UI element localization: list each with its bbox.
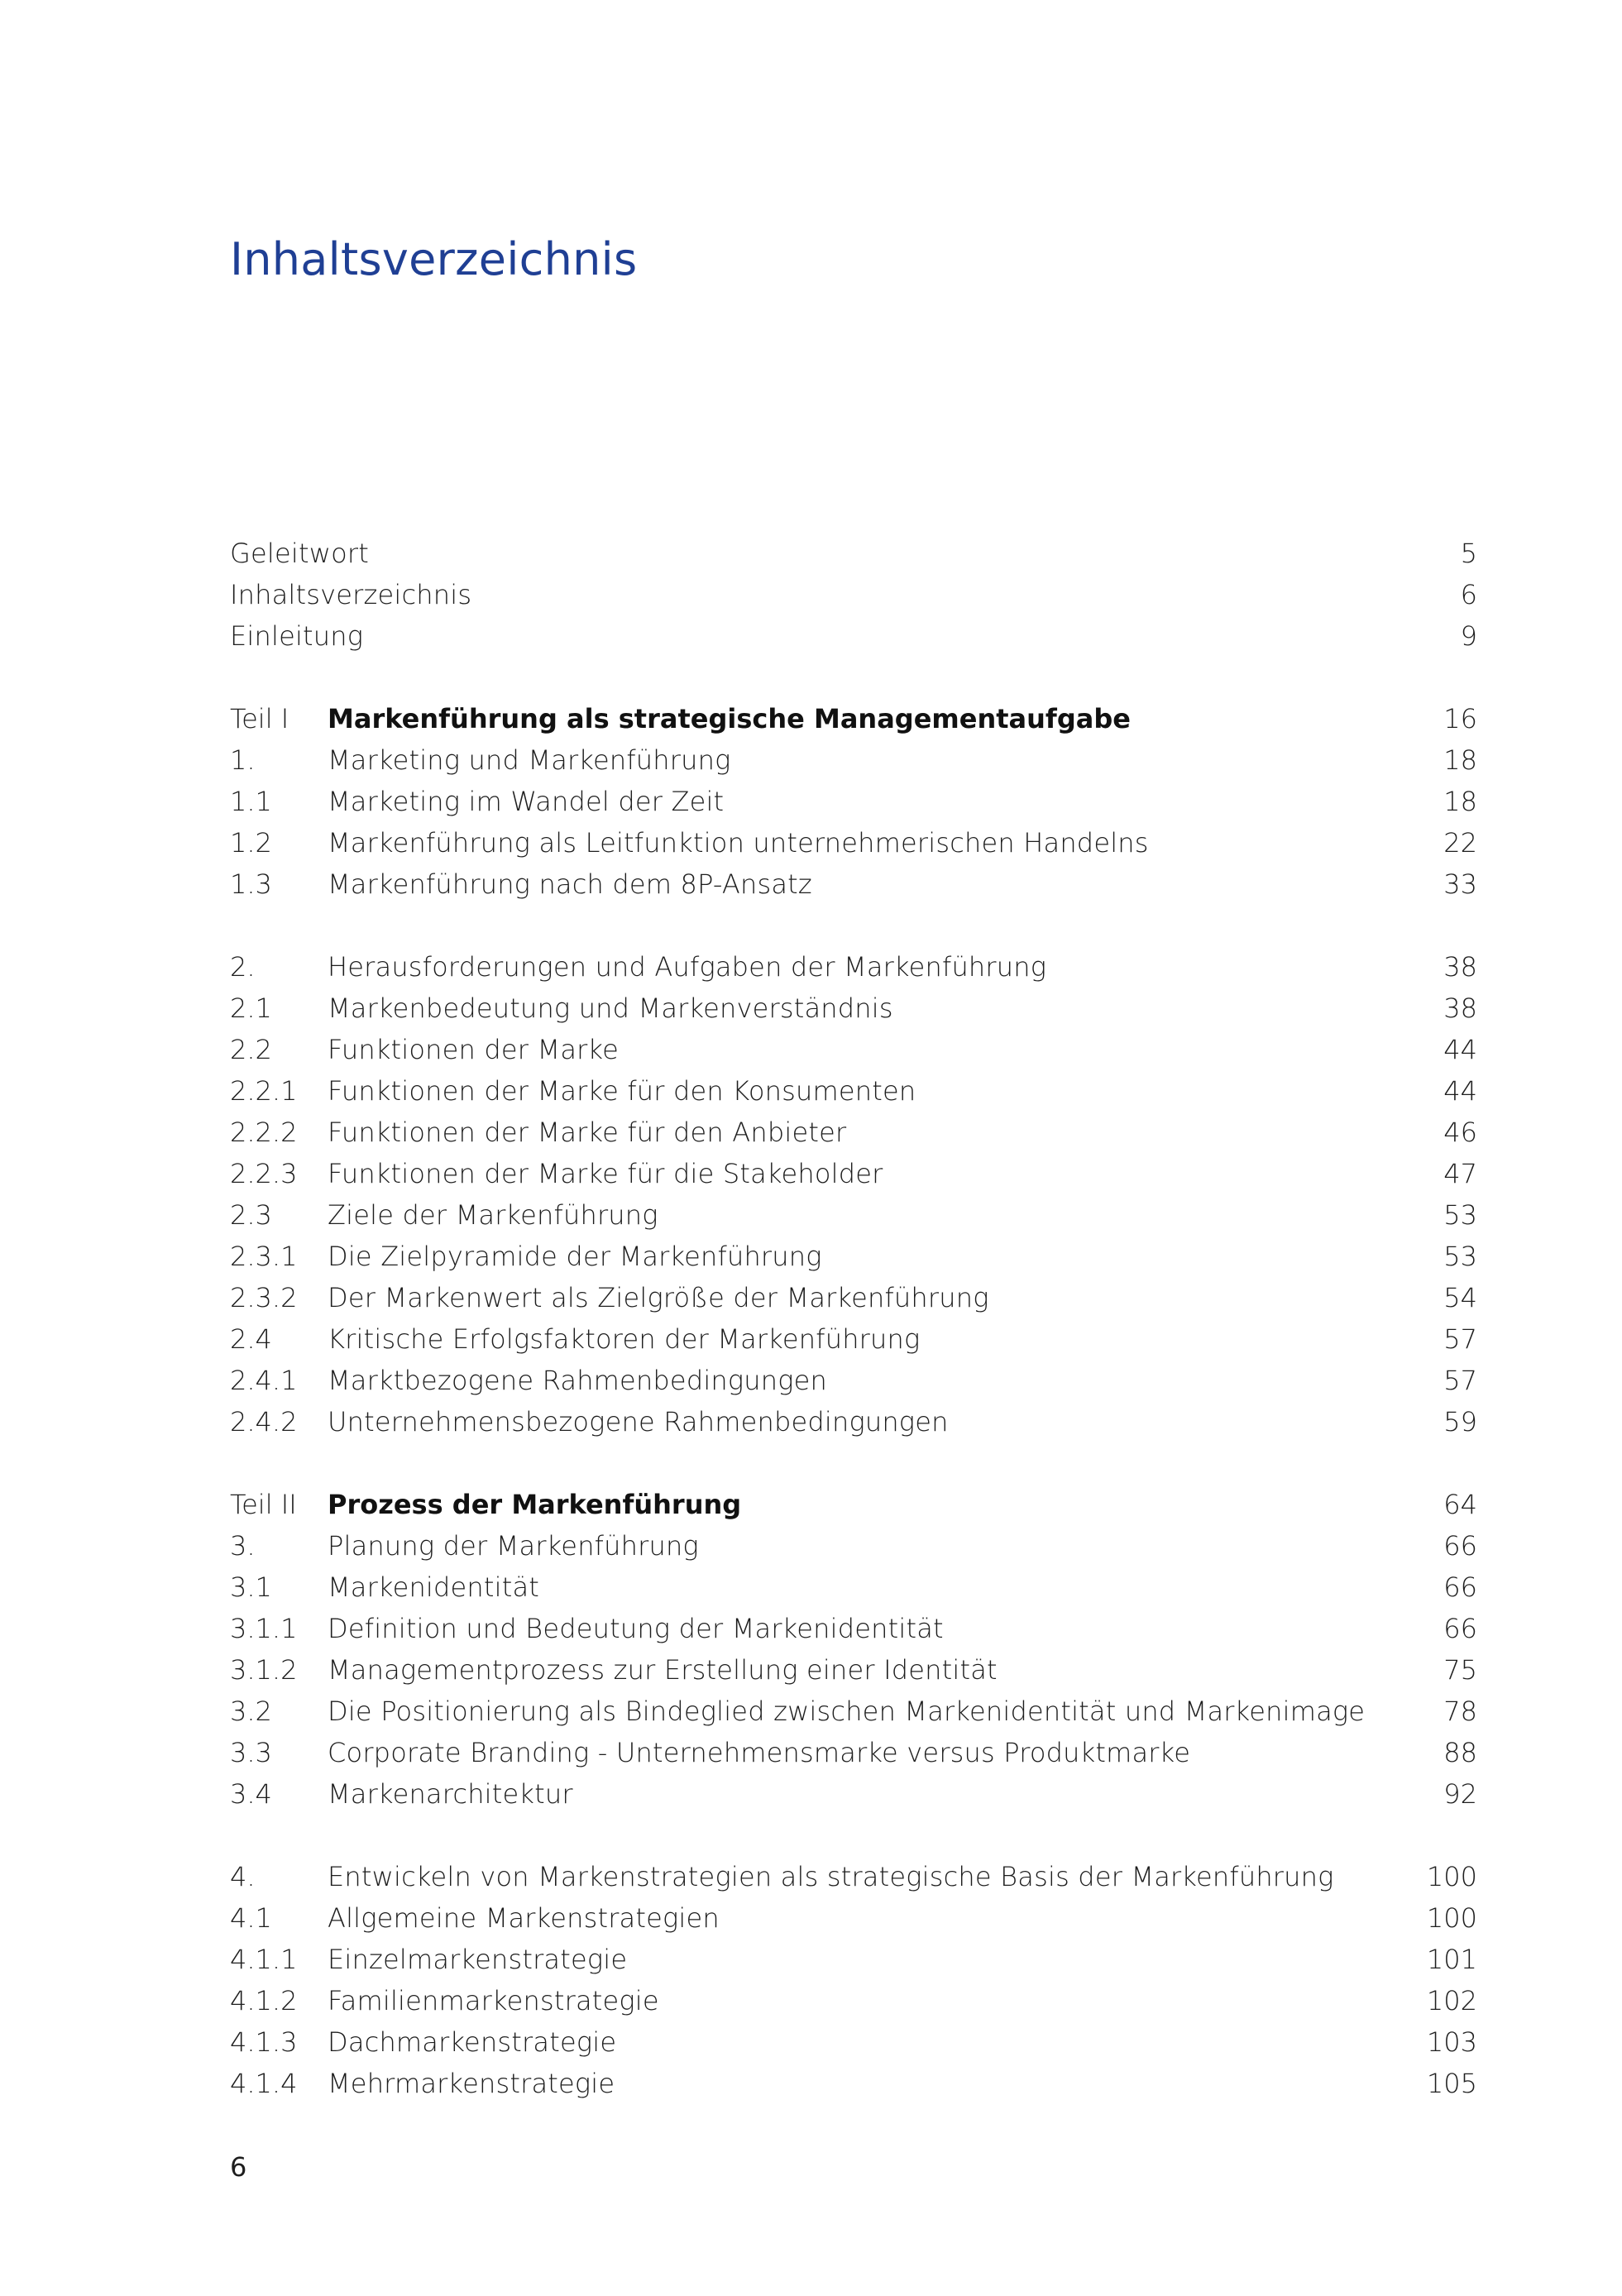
toc-entry — [230, 1732, 1477, 1773]
toc-entry-page-number: 54 — [1443, 1282, 1477, 1313]
toc-group-part1 — [230, 698, 1477, 905]
toc-entry-title: Allgemeine Markenstrategien — [328, 1902, 720, 1934]
toc-group-chapter2 — [230, 946, 1477, 1442]
toc-entry-page-number: 92 — [1443, 1778, 1477, 1810]
toc-entry-number: 4.1.2 — [230, 1985, 298, 2016]
toc-entry-title: Marktbezogene Rahmenbedingungen — [328, 1365, 828, 1396]
toc-entry-title: Familienmarkenstrategie — [328, 1985, 659, 2016]
toc-entry — [230, 1567, 1477, 1608]
toc-entry-number: 2.4.1 — [230, 1365, 298, 1396]
toc-entry-page-number: 22 — [1443, 827, 1477, 859]
toc-entry — [230, 574, 1477, 615]
toc-entry-number: 1.2 — [230, 827, 272, 859]
toc-entry-title: Funktionen der Marke für die Stakeholder — [328, 1158, 883, 1189]
toc-entry — [230, 1649, 1477, 1691]
toc-entry-page-number: 57 — [1443, 1365, 1477, 1396]
toc-entry-title: Planung der Markenführung — [328, 1530, 699, 1562]
toc-entry-page-number: 53 — [1443, 1241, 1477, 1272]
toc-entry-number: 2. — [230, 951, 256, 983]
toc-entry — [230, 1608, 1477, 1649]
toc-entry — [230, 1691, 1477, 1732]
toc-entry-title: Einzelmarkenstrategie — [328, 1944, 628, 1975]
toc-part-heading — [230, 1484, 1477, 1525]
toc-entry-page-number: 64 — [1443, 1489, 1477, 1520]
toc-entry — [230, 1897, 1477, 1939]
toc-entry-page-number: 78 — [1443, 1696, 1477, 1727]
toc-entry-number: 2.4.2 — [230, 1406, 298, 1437]
toc-entry-title: Markenidentität — [328, 1571, 540, 1603]
toc-entry-number: 3.3 — [230, 1737, 272, 1768]
toc-entry-page-number: 66 — [1443, 1613, 1477, 1644]
toc-entry-number: 4.1.3 — [230, 2026, 298, 2058]
toc-entry-number: 2.4 — [230, 1323, 272, 1355]
toc-entry — [230, 2063, 1477, 2104]
toc-entry — [230, 2021, 1477, 2063]
toc-entry-page-number: 66 — [1443, 1571, 1477, 1603]
toc-entry-title: Inhaltsverzeichnis — [230, 579, 472, 610]
toc-entry-title: Mehrmarkenstrategie — [328, 2068, 615, 2099]
toc-entry-page-number: 103 — [1426, 2026, 1477, 2058]
toc-entry-number: 2.3.1 — [230, 1241, 298, 1272]
toc-entry-number: 2.3.2 — [230, 1282, 298, 1313]
toc-entry-number: 2.2 — [230, 1034, 272, 1065]
toc-entry-title: Prozess der Markenführung — [328, 1489, 742, 1520]
toc-entry-number: 1.3 — [230, 868, 272, 900]
footer-page-number: 6 — [230, 2151, 247, 2183]
toc-entry-title: Markenführung als strategische Managementaufgabe — [328, 703, 1131, 734]
toc-entry-title: Unternehmensbezogene Rahmenbedingungen — [328, 1406, 949, 1437]
toc-entry-number: 3.2 — [230, 1696, 272, 1727]
toc-entry — [230, 1401, 1477, 1442]
toc-entry-page-number: 105 — [1426, 2068, 1477, 2099]
toc-entry-page-number: 16 — [1443, 703, 1477, 734]
toc-entry — [230, 533, 1477, 574]
toc-entry-page-number: 102 — [1426, 1985, 1477, 2016]
toc-entry-title: Marketing im Wandel der Zeit — [328, 786, 725, 817]
toc-entry — [230, 1277, 1477, 1318]
toc-entry-title: Entwickeln von Markenstrategien als strategische Basis der Markenführung — [328, 1861, 1334, 1892]
toc-entry-page-number: 18 — [1443, 744, 1477, 776]
toc-entry-number: 3. — [230, 1530, 256, 1562]
toc-group-front — [230, 533, 1477, 657]
toc-entry-page-number: 47 — [1443, 1158, 1477, 1189]
toc-entry-page-number: 38 — [1443, 951, 1477, 983]
toc-entry — [230, 1856, 1477, 1897]
toc-entry-number: 2.3 — [230, 1199, 272, 1231]
toc-entry — [230, 863, 1477, 905]
toc-entry-page-number: 100 — [1426, 1861, 1477, 1892]
toc-entry-page-number: 100 — [1426, 1902, 1477, 1934]
toc-entry-number: 2.2.3 — [230, 1158, 298, 1189]
toc-entry-title: Markenführung als Leitfunktion unternehmerischen Handelns — [328, 827, 1149, 859]
toc-entry-page-number: 44 — [1443, 1034, 1477, 1065]
page-title: Inhaltsverzeichnis — [230, 233, 638, 285]
toc-entry — [230, 1194, 1477, 1236]
toc-entry-title: Die Positionierung als Bindeglied zwischen Markenidentität und Markenimage — [328, 1696, 1366, 1727]
toc-entry-page-number: 38 — [1443, 993, 1477, 1024]
toc-entry-number: Teil I — [230, 703, 289, 734]
toc-entry-number: 2.2.2 — [230, 1117, 298, 1148]
toc-entry-title: Corporate Branding - Unternehmensmarke versus Produktmarke — [328, 1737, 1191, 1768]
toc-group-part2 — [230, 1484, 1477, 1815]
toc-entry-title: Ziele der Markenführung — [328, 1199, 658, 1231]
toc-entry-number: 1.1 — [230, 786, 272, 817]
toc-entry-title: Markenarchitektur — [328, 1778, 573, 1810]
toc-entry-number: 3.1.1 — [230, 1613, 298, 1644]
toc-entry-page-number: 88 — [1443, 1737, 1477, 1768]
toc-entry-number: 4. — [230, 1861, 256, 1892]
toc-part-heading — [230, 698, 1477, 739]
toc-entry-page-number: 57 — [1443, 1323, 1477, 1355]
toc-entry-number: Teil II — [230, 1489, 297, 1520]
toc-entry — [230, 739, 1477, 781]
toc-entry — [230, 1236, 1477, 1277]
toc-entry-number: 4.1.1 — [230, 1944, 298, 1975]
toc-entry-page-number: 66 — [1443, 1530, 1477, 1562]
toc-entry-title: Die Zielpyramide der Markenführung — [328, 1241, 822, 1272]
toc-entry-title: Marketing und Markenführung — [328, 744, 731, 776]
toc-entry-page-number: 59 — [1443, 1406, 1477, 1437]
toc-entry-number: 2.2.1 — [230, 1075, 298, 1107]
toc-entry-title: Funktionen der Marke für den Konsumenten — [328, 1075, 916, 1107]
toc-entry-number: 3.1 — [230, 1571, 272, 1603]
toc-entry — [230, 1773, 1477, 1815]
toc-entry-number: 4.1.4 — [230, 2068, 298, 2099]
toc-entry — [230, 1939, 1477, 1980]
toc-entry — [230, 946, 1477, 988]
toc-entry-page-number: 33 — [1443, 868, 1477, 900]
toc-entry-title: Der Markenwert als Zielgröße der Markenführung — [328, 1282, 989, 1313]
toc-entry — [230, 988, 1477, 1029]
toc-entry — [230, 1029, 1477, 1070]
toc-entry-page-number: 9 — [1460, 620, 1477, 652]
toc-entry — [230, 1070, 1477, 1112]
toc-entry-page-number: 75 — [1443, 1654, 1477, 1686]
toc-entry-page-number: 44 — [1443, 1075, 1477, 1107]
toc-entry-title: Definition und Bedeutung der Markenidentität — [328, 1613, 944, 1644]
toc-entry-title: Geleitwort — [230, 538, 369, 569]
toc-entry — [230, 1360, 1477, 1401]
toc-entry-page-number: 6 — [1460, 579, 1477, 610]
toc-entry-title: Managementprozess zur Erstellung einer Identität — [328, 1654, 998, 1686]
toc-entry-page-number: 101 — [1426, 1944, 1477, 1975]
toc-group-chapter4 — [230, 1856, 1477, 2104]
table-of-contents — [230, 533, 1477, 2145]
toc-entry-number: 1. — [230, 744, 256, 776]
toc-entry-title: Herausforderungen und Aufgaben der Markenführung — [328, 951, 1047, 983]
toc-entry-page-number: 18 — [1443, 786, 1477, 817]
toc-entry — [230, 1153, 1477, 1194]
toc-entry-title: Einleitung — [230, 620, 364, 652]
toc-entry-title: Markenführung nach dem 8P-Ansatz — [328, 868, 812, 900]
toc-entry-title: Markenbedeutung und Markenverständnis — [328, 993, 893, 1024]
toc-entry-page-number: 46 — [1443, 1117, 1477, 1148]
toc-entry-title: Funktionen der Marke — [328, 1034, 619, 1065]
toc-entry — [230, 1112, 1477, 1153]
toc-entry-number: 2.1 — [230, 993, 272, 1024]
toc-entry-number: 4.1 — [230, 1902, 272, 1934]
toc-entry — [230, 1318, 1477, 1360]
toc-entry-page-number: 5 — [1460, 538, 1477, 569]
toc-entry — [230, 1525, 1477, 1567]
toc-entry-page-number: 53 — [1443, 1199, 1477, 1231]
toc-entry-number: 3.1.2 — [230, 1654, 298, 1686]
toc-entry-title: Dachmarkenstrategie — [328, 2026, 617, 2058]
toc-entry-number: 3.4 — [230, 1778, 272, 1810]
toc-entry — [230, 615, 1477, 657]
toc-entry-title: Funktionen der Marke für den Anbieter — [328, 1117, 847, 1148]
toc-entry-title: Kritische Erfolgsfaktoren der Markenführung — [328, 1323, 921, 1355]
toc-entry — [230, 822, 1477, 863]
toc-entry — [230, 1980, 1477, 2021]
toc-entry — [230, 781, 1477, 822]
